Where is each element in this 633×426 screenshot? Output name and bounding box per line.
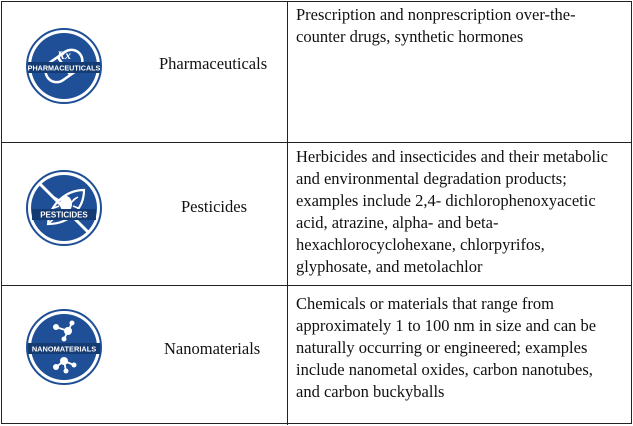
- column-divider: [287, 2, 288, 142]
- svg-text:PESTICIDES: PESTICIDES: [40, 210, 88, 220]
- column-divider: [287, 143, 288, 285]
- category-label: Nanomaterials: [164, 339, 261, 358]
- nanomaterials-badge-icon: [26, 309, 102, 385]
- table-row-nanomaterials: [2, 286, 631, 425]
- contaminant-table: [1, 1, 632, 424]
- category-label: Pharmaceuticals: [159, 54, 268, 73]
- svg-text:NANOMATERIALS: NANOMATERIALS: [31, 344, 97, 354]
- pharmaceuticals-badge-icon: [26, 28, 102, 104]
- description-text: Chemicals or materials that range from approximately 1 to 100 nm in size and can be naturally occurring or engineered; examples include nanometal oxides, carbon nanotubes, and carbon buckyballs: [296, 294, 597, 401]
- pesticides-badge-icon: [26, 170, 102, 246]
- description-text: Prescription and nonprescription over-the- counter drugs, synthetic hormones: [296, 5, 576, 46]
- table-row-pharmaceuticals: [2, 2, 631, 143]
- svg-text:PHARMACEUTICALS: PHARMACEUTICALS: [27, 63, 101, 73]
- svg-text:Rx: Rx: [57, 48, 72, 62]
- column-divider: [287, 286, 288, 425]
- table-row-pesticides: [2, 143, 631, 286]
- description-text: Herbicides and insecticides and their metabolic and environmental degradation products; examples include 2,4- dichlorophenoxyacetic acid, atrazine, alpha- and beta- hexachlorocyclohexane, chlorpyrifos, glyphosate, and metolachlor: [296, 147, 609, 276]
- category-label: Pesticides: [181, 197, 247, 216]
